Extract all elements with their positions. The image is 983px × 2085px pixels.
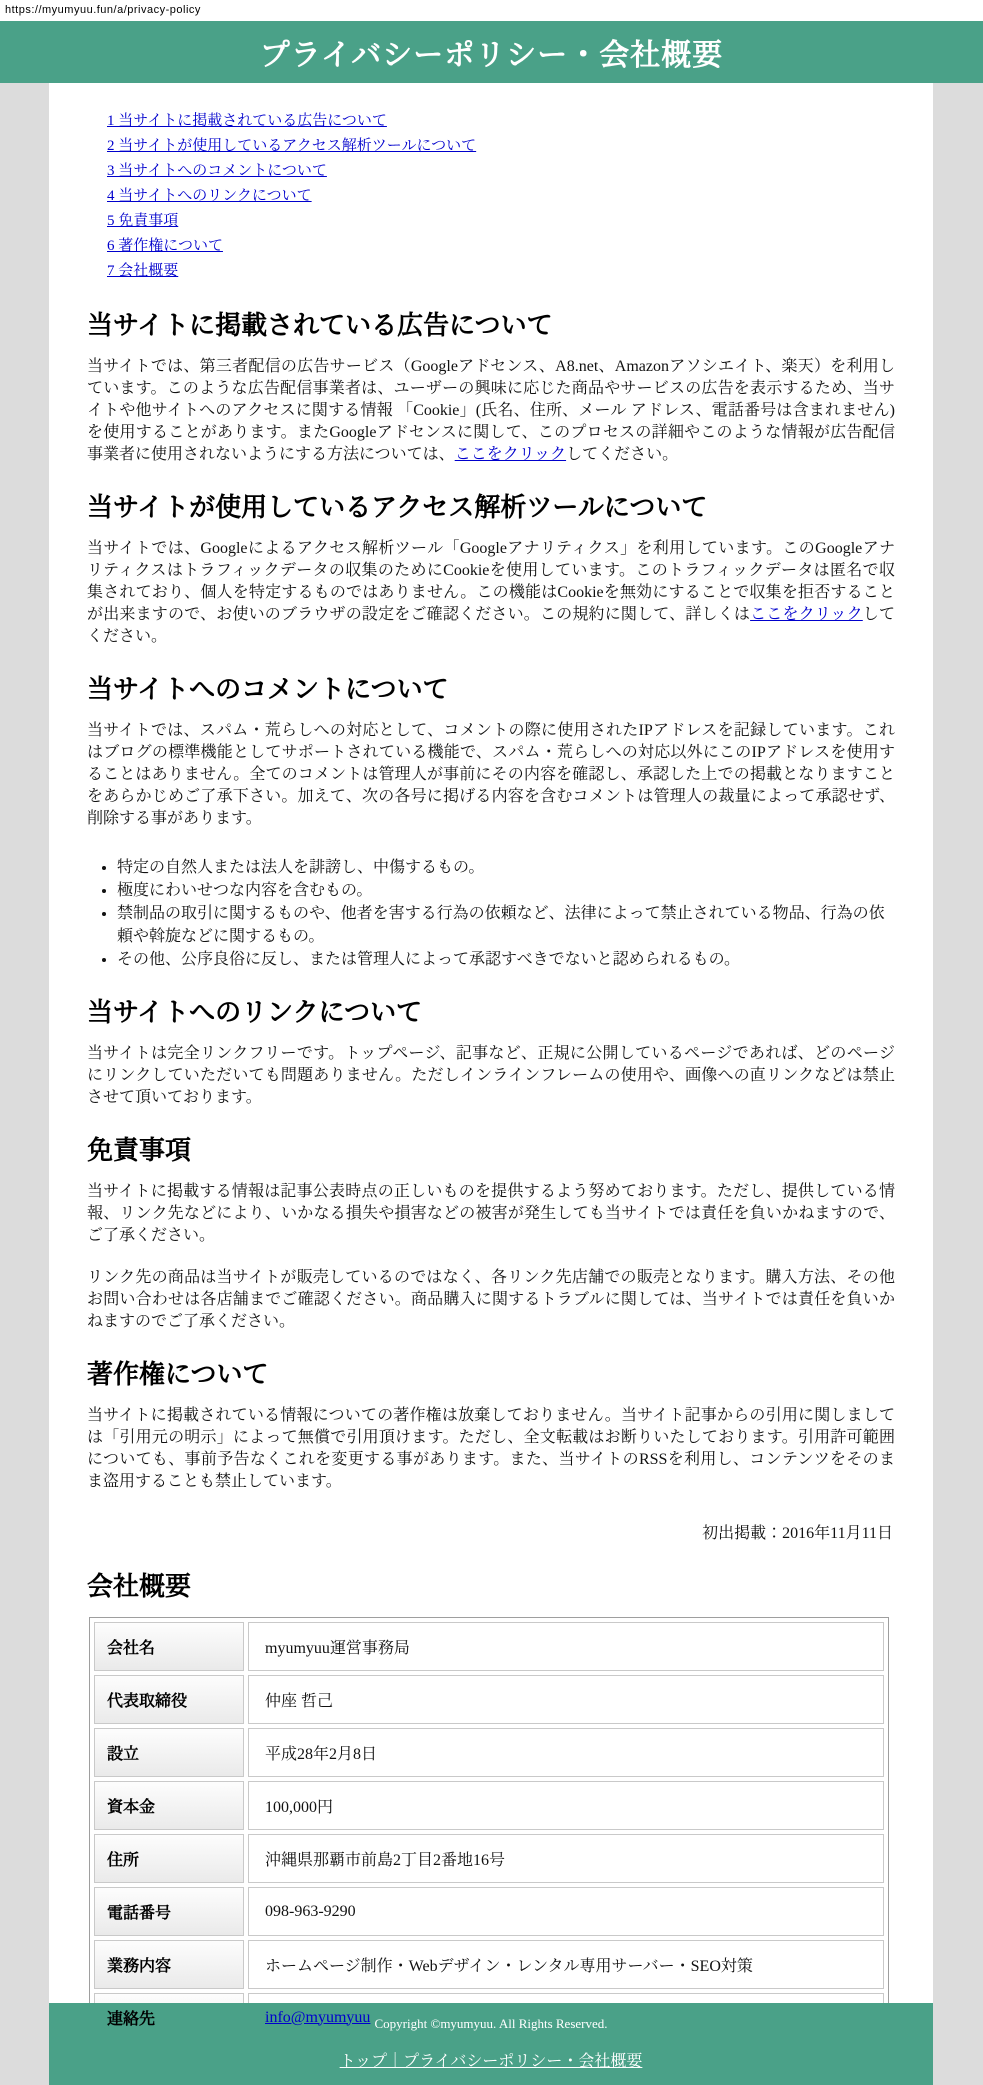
section-body-links: 当サイトは完全リンクフリーです。トップページ、記事など、正規に公開しているページであれば、どのページにリンクしていただいても問題ありません。ただしインラインフレームの使用や、画像への直リンクなどは禁止させて頂いております。: [87, 1045, 895, 1106]
ceo-label: 代表取締役: [94, 1675, 244, 1724]
ads-optout-link[interactable]: ここをクリック: [454, 446, 567, 463]
company-name-value: myumyuu運営事務局: [248, 1622, 884, 1671]
table-of-contents: [107, 109, 895, 284]
phone-label: 電話番号: [94, 1887, 244, 1936]
company-name-label: 会社名: [94, 1622, 244, 1671]
table-row: [94, 1887, 884, 1936]
section-disclaimer: [87, 1135, 895, 1333]
founded-label: 設立: [94, 1728, 244, 1777]
list-item: • 禁制品の取引に関するものや、他者を害する行為の依頼など、法律によって禁止されている物品、行為の依頼や斡旋などに関するもの。: [117, 902, 895, 948]
list-item: • 特定の自然人または法人を誹謗し、中傷するもの。: [117, 856, 895, 879]
page-footer: [49, 2003, 933, 2085]
disclaimer-paragraph-2: リンク先の商品は当サイトが販売しているのではなく、各リンク先店舗での販売となります。購入方法、その他お問い合わせは各店舗までご確認ください。商品購入に関するトラブルに関しては、当サイトでは責任を負いかねますのでご了承ください。: [87, 1269, 895, 1330]
section-analytics: [87, 492, 895, 648]
list-item: • 極度にわいせつな内容を含むもの。: [117, 879, 895, 902]
ads-text-before: 当サイトでは、第三者配信の広告サービス（Googleアドセンス、A8.net、Amazonアソシエイト、楽天）を利用しています。このような広告配信事業者は、ユーザーの興味に応じた商品やサービスの広告を表示するため、当サイトや他サイトへのアクセスに関する情報 「Cookie」(氏名、住所、メール アドレス、電話番号は含まれません) を使用することがあります。またGoogleアドセンスに関して、このプロセスの詳細やこのような情報が広告配信事業者に使用されないようにする方法については、: [87, 358, 895, 463]
contact-email-link[interactable]: info@myumyuu: [265, 2008, 371, 2026]
founded-value: 平成28年2月8日: [248, 1728, 884, 1777]
section-body-comments: 当サイトでは、スパム・荒らしへの対応として、コメントの際に使用されたIPアドレスを記録しています。これはブログの標準機能としてサポートされている機能で、スパム・荒らしへの対応以外にこのIPアドレスを使用することはありません。全てのコメントは管理人が事前にその内容を確認し、承認した上での掲載となりますことをあらかじめご了承下さい。加えて、次の各号に掲げる内容を含むコメントは管理人の裁量によって承認せず、削除する事があります。: [87, 722, 895, 827]
section-comments: [87, 674, 895, 971]
business-value: ホームページ制作・Webデザイン・レンタル専用サーバー・SEO対策: [248, 1940, 884, 1989]
table-row: [94, 1622, 884, 1671]
list-item: • その他、公序良俗に反し、または管理人によって承認すべきでないと認められるもの。: [117, 948, 895, 971]
first-published-date: 初出掲載：2016年11月11日: [702, 1525, 893, 1542]
analytics-text-before: 当サイトでは、Googleによるアクセス解析ツール「Googleアナリティクス」を利用しています。このGoogleアナリティクスはトラフィックデータの収集のためにCookieを使用しています。このトラフィックデータは匿名で収集されており、個人を特定するものではありません。この機能はCookieを無効にすることで収集を拒否することが出来ますので、お使いのブラウザの設定をご確認ください。この規約に関して、詳しくは: [87, 540, 895, 623]
business-label: 業務内容: [94, 1940, 244, 1989]
analytics-text-after: してください。: [87, 606, 895, 645]
toc-link-links[interactable]: 4 当サイトへのリンクについて: [107, 188, 312, 204]
section-company: [87, 1571, 895, 2047]
address-value: 沖縄県那覇市前島2丁目2番地16号: [248, 1834, 884, 1883]
section-copyright: [87, 1359, 895, 1545]
address-label: 住所: [94, 1834, 244, 1883]
table-row: [94, 1675, 884, 1724]
contact-label: 連絡先: [94, 1993, 244, 2042]
section-heading-links: 当サイトへのリンクについて: [87, 997, 423, 1027]
toc-link-ads[interactable]: 1 当サイトに掲載されている広告について: [107, 113, 387, 129]
phone-value: 098-963-9290: [248, 1887, 884, 1936]
section-body-copyright: 当サイトに掲載されている情報についての著作権は放棄しておりません。当サイト記事からの引用に関しましては「引用元の明示」によって無償で引用頂けます。ただし、全文転載はお断りいたしております。引用許可範囲についても、事前予告なくこれを変更する事があります。また、当サイトのRSSを利用し、コンテンツをそのまま盗用することも禁止しています。: [87, 1407, 895, 1490]
capital-label: 資本金: [94, 1781, 244, 1830]
section-body-ads: [87, 356, 895, 466]
toc-link-analytics[interactable]: 2 当サイトが使用しているアクセス解析ツールについて: [107, 138, 477, 154]
toc-link-comments[interactable]: 3 当サイトへのコメントについて: [107, 163, 327, 179]
url-text: https://myumyuu.fun/a/privacy-policy: [0, 0, 983, 21]
toc-link-copyright[interactable]: 6 著作権について: [107, 238, 223, 254]
page-title: プライバシーポリシー・会社概要: [259, 39, 724, 72]
table-row: [94, 1781, 884, 1830]
section-heading-copyright: 著作権について: [87, 1359, 269, 1389]
section-links: [87, 997, 895, 1109]
section-body-analytics: [87, 538, 895, 648]
company-info-table: [89, 1617, 889, 2047]
page-header: [0, 21, 983, 83]
section-heading-disclaimer: 免責事項: [87, 1135, 192, 1165]
ceo-value: 仲座 哲己: [248, 1675, 884, 1724]
footer-copyright: Copyright ©myumyuu. All Rights Reserved.: [374, 2016, 608, 2031]
comment-rules-list: [87, 856, 895, 971]
footer-nav-link[interactable]: トップ｜プライバシーポリシー・会社概要: [339, 2053, 643, 2070]
table-row: [94, 1728, 884, 1777]
section-heading-ads: 当サイトに掲載されている広告について: [87, 310, 553, 340]
section-heading-analytics: 当サイトが使用しているアクセス解析ツールについて: [87, 492, 708, 522]
section-heading-company: 会社概要: [87, 1571, 192, 1601]
toc-link-company[interactable]: 7 会社概要: [107, 263, 179, 279]
footer-nav: [49, 2048, 933, 2071]
section-ads: [87, 310, 895, 466]
ads-text-after: してください。: [566, 446, 679, 463]
section-heading-comments: 当サイトへのコメントについて: [87, 674, 449, 704]
toc-link-disclaimer[interactable]: 5 免責事項: [107, 213, 179, 229]
capital-value: 100,000円: [248, 1781, 884, 1830]
table-row: [94, 1834, 884, 1883]
disclaimer-paragraph-1: 当サイトに掲載する情報は記事公表時点の正しいものを提供するよう努めております。ただし、提供している情報、リンク先などにより、いかなる損失や損害などの被害が発生しても当サイトでは責任を負いかねますので、ご了承ください。: [87, 1183, 895, 1244]
table-row: [94, 1940, 884, 1989]
analytics-terms-link[interactable]: ここをクリック: [750, 606, 863, 623]
